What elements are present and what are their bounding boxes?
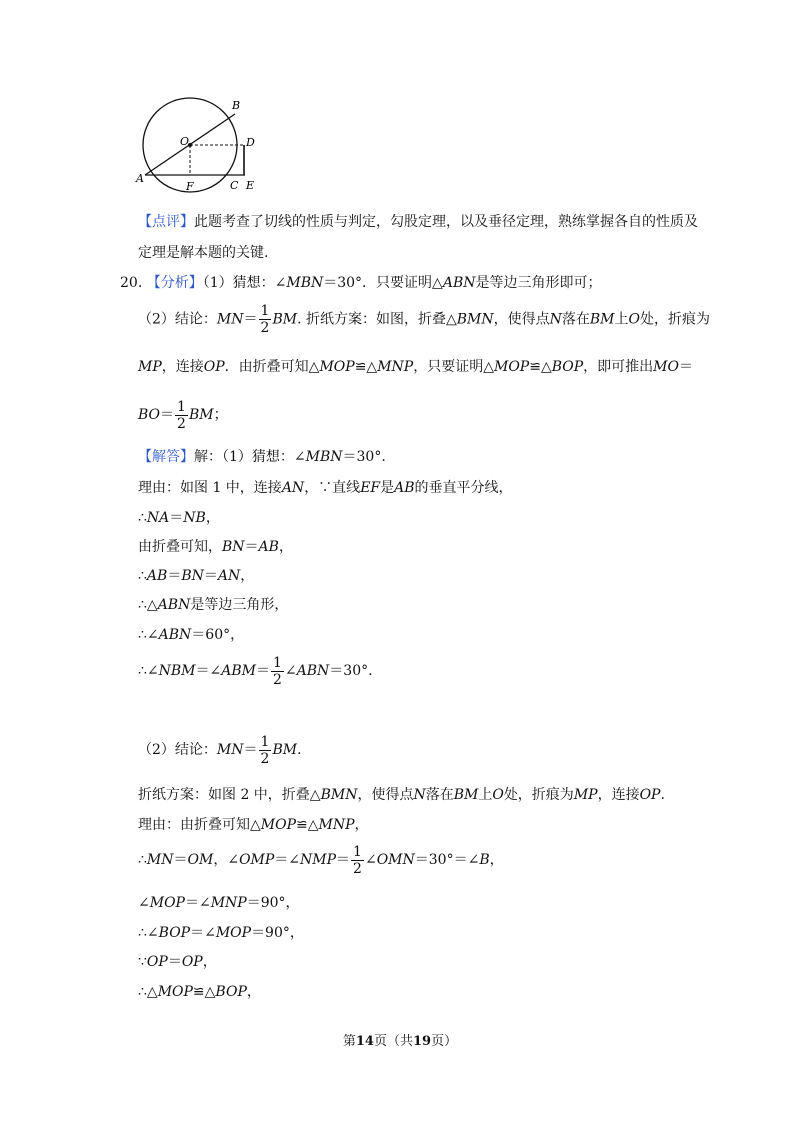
page-number: 14 [355,1034,374,1049]
t: BN [222,539,245,555]
analysis-line-1 [120,273,601,293]
answer-line-1 [138,447,386,467]
t: ＝ [678,359,693,375]
reason-2 [138,815,369,835]
t: ＝ [173,852,188,868]
t: 处，折痕为 [639,311,710,328]
analysis-line-2 [138,303,710,336]
t: ∴ [138,510,147,526]
page-footer [0,1030,800,1049]
t: MOP [260,817,297,833]
review-line-2 [138,243,268,263]
reason-line [138,478,513,498]
t: BM [589,311,615,328]
t: 的垂直平分线， [414,480,513,496]
t: ＝∠ [190,925,216,941]
t: ∴△ [138,984,158,1000]
t: （2）结论： [138,742,217,758]
t: ＝90°， [251,925,304,941]
t: OM [187,852,214,868]
t: MOP [149,895,185,911]
t: O [628,311,640,328]
t: 1 [272,654,282,671]
t: NA [146,510,170,526]
t: 处，折痕为 [503,787,574,803]
t: ， [205,510,220,526]
t: 是等边三角形即可； [475,275,602,291]
t: ，连接 [597,787,640,803]
step-1 [138,508,220,528]
t: BOP [215,984,247,1000]
t: ，连接 [161,359,204,375]
t: BM [272,311,298,328]
t: ＝ [167,954,182,970]
t: ＝ [243,742,258,758]
t: ＝60°， [191,627,245,643]
t: N [413,787,426,803]
t: ABN [158,627,192,643]
t: BOP [551,359,584,375]
label-a: A [136,172,144,185]
t: . [660,787,665,803]
t: 1 [260,733,270,750]
t: 2 [272,671,282,688]
t: ≌△ [296,817,319,833]
question-number: 20. [120,275,143,291]
fraction [175,399,188,432]
t: BMN [320,787,358,803]
analysis-line-3 [138,357,693,377]
t: 页（共 [373,1034,413,1049]
t: 页） [431,1034,458,1049]
t: ＝30°. [342,449,386,465]
t: ∴ [138,852,147,868]
t: AB [258,539,279,555]
t: ＝ [169,510,184,526]
t: ＝ [244,539,259,555]
fraction [259,303,272,336]
t: OP [181,954,203,970]
t: 落在 [425,787,454,803]
t: ， [354,817,369,833]
t: AN [217,568,241,584]
t: 2 [260,320,270,336]
t: ABN [296,663,330,679]
t: ＝∠ [195,663,222,679]
analysis-tag: 【分析】 [146,275,203,291]
t: ＝30°＝∠ [414,852,480,868]
step-3 [138,566,254,586]
t: ＝ [203,568,218,584]
t: 第 [342,1034,356,1049]
t: NBM [158,663,196,679]
label-d: D [246,136,255,149]
step-t4 [138,952,217,972]
step-6 [138,654,373,688]
t: MO [653,359,679,375]
t: OP [203,359,225,375]
t: OP [639,787,661,803]
t: BMN [456,311,494,328]
t: BO [138,407,161,423]
t: MNP [210,895,247,911]
t: ABN [442,275,476,291]
label-b: B [232,99,241,112]
t: MNP [377,359,414,375]
analysis-line-4 [138,398,228,432]
label-f: F [186,180,194,193]
t: OP [146,954,168,970]
t: . [297,742,302,758]
t: ，∵直线 [304,480,361,496]
review-line-1 [138,212,698,232]
t: EF [360,480,381,496]
t: ∴∠ [138,627,159,643]
answer-tag: 【解答】 [138,449,194,465]
t: MOP [157,984,193,1000]
t: OMP [239,852,275,868]
t: （1）猜想：∠ [202,275,287,291]
t: MP [573,787,598,803]
fraction [259,734,272,767]
t: NB [183,510,206,526]
t: ＝ [243,311,258,328]
t: ∵ [138,954,147,970]
t: MNP [318,817,355,833]
t: 折纸方案：如图 2 中，折叠△ [138,787,321,803]
label-o: O [180,135,190,148]
t: MP [138,359,162,375]
t: AN [281,480,305,496]
t: 理由：如图 1 中，连接 [138,480,282,496]
folding-plan [138,785,665,805]
t: 1 [260,303,270,319]
t: BM [453,787,479,803]
t: AB [394,480,415,496]
t: ∴ [138,568,147,584]
t: ＝∠ [184,895,211,911]
fraction [271,655,284,688]
t: MBN [286,275,324,291]
review-text-1: 此题考查了切线的性质与判定，勾股定理，以及垂径定理，熟练掌握各自的性质及 [194,214,698,230]
t: ABM [221,663,256,679]
t: 2 [353,860,362,877]
t: MOP [493,359,530,375]
t: MN [216,742,244,758]
t: OMN [376,852,415,868]
t: 上 [478,787,493,803]
t: ＝ [255,663,270,679]
t: 解：（1）猜想：∠ [194,449,306,465]
t: ∠ [364,852,377,868]
t: ， [240,568,255,584]
t: ，即可推出 [583,359,654,375]
t: ， [246,984,261,1000]
step-t5 [138,982,261,1002]
review-tag: 【点评】 [138,214,194,230]
t: MN [146,852,174,868]
t: ，使得点 [493,311,550,328]
t: ∴∠ [138,925,159,941]
t: ∴△ [138,597,158,613]
t: 理由：由折叠可知△ [138,817,261,833]
label-c: C [230,179,239,192]
t: 2 [260,750,270,767]
t: NMP [300,852,337,868]
t: ≌△ [354,359,378,375]
part2-conclusion [138,733,302,767]
t: ， [202,954,217,970]
t: MN [216,311,244,328]
t: . 折纸方案：如图，折叠△ [297,311,457,328]
t: ＝30°．只要证明△ [323,275,443,291]
t: O [492,787,504,803]
t: BM [188,407,214,423]
t: MBN [305,449,343,465]
t: MOP [319,359,355,375]
t: ，∠ [213,852,240,868]
t: ∴∠ [138,663,159,679]
t: ∠ [284,663,297,679]
t: ＝90°， [246,895,300,911]
t: ＝∠ [274,852,301,868]
t: 2 [177,415,186,432]
review-text-2: 定理是解本题的关键. [138,245,269,261]
step-t3 [138,923,304,943]
total-pages: 19 [413,1034,432,1049]
fraction [351,844,364,877]
t: ，使得点 [357,787,414,803]
t: BM [272,742,298,758]
t: 落在 [561,311,590,328]
geometry-figure [128,92,268,197]
t: 是 [380,480,395,496]
t: MOP [215,925,252,941]
t: 1 [177,398,186,415]
step-t2 [138,893,300,913]
t: ABN [157,597,191,613]
t: AB [146,568,168,584]
step-t1 [138,843,504,877]
t: （2）结论： [138,311,217,328]
t: ， [278,539,293,555]
t: ．由折叠可知△ [224,359,320,375]
t: BN [181,568,204,584]
t: ≌△ [529,359,552,375]
t: 是等边三角形， [190,597,289,613]
label-e: E [246,179,255,192]
t: 由折叠可知， [138,539,222,555]
t: 1 [353,843,362,860]
step-2 [138,537,293,557]
t: ＝ [167,568,182,584]
step-5 [138,625,244,645]
t: BOP [158,925,191,941]
step-4 [138,595,288,615]
t: ∠ [138,895,150,911]
t: 上 [614,311,629,328]
t: N [549,311,562,328]
t: ＝ [336,852,351,868]
t: ，只要证明△ [413,359,494,375]
t: ， [489,852,504,868]
t: ＝ [160,407,175,423]
t: B [479,852,490,868]
t: ； [213,407,228,423]
t: ≌△ [192,984,216,1000]
t: ＝30°. [329,663,373,679]
